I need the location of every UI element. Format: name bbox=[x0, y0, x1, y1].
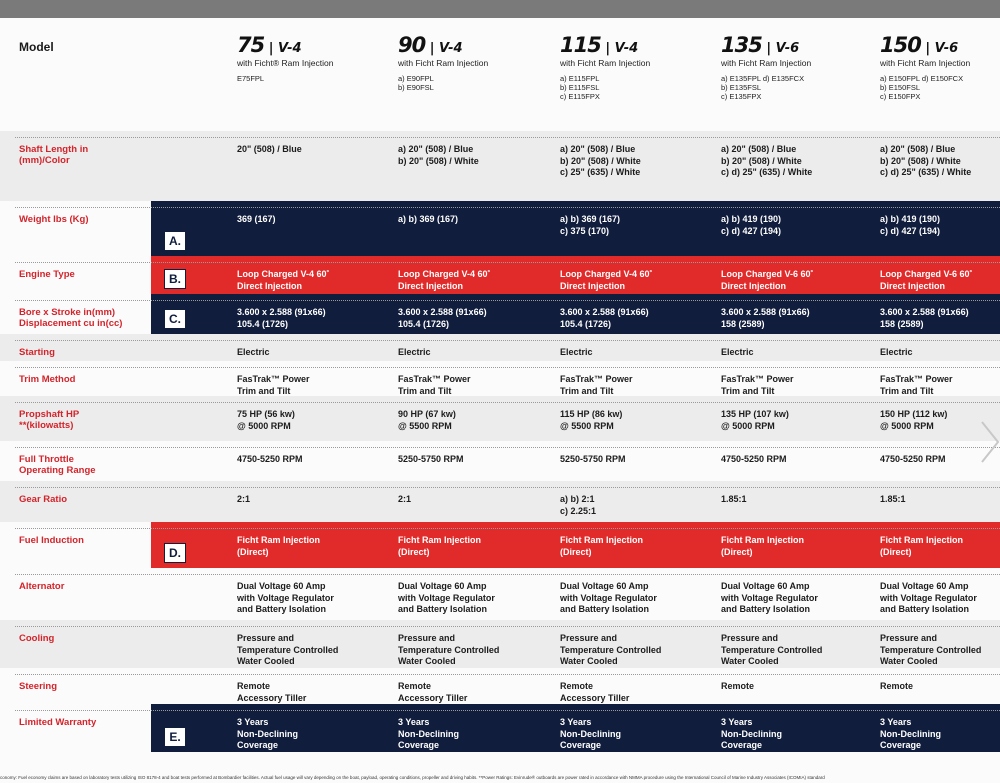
model-subtitle: with Ficht Ram Injection bbox=[398, 58, 489, 68]
spec-cell: a) 20" (508) / Blue b) 20" (508) / White c) d) 25" (635) / White bbox=[880, 144, 972, 177]
spec-cell: a) 20" (508) / Blue b) 20" (508) / White bbox=[398, 144, 479, 166]
model-codes: a) E150FPL d) E150FCX b) E150FSL c) E150FPX bbox=[880, 74, 964, 101]
spec-cell: a) 20" (508) / Blue b) 20" (508) / White c) d) 25" (635) / White bbox=[721, 144, 813, 177]
spec-cell: 4750-5250 RPM bbox=[721, 454, 787, 464]
spec-cell: Pressure and Temperature Controlled Water Cooled bbox=[560, 633, 662, 666]
spec-cell: Remote bbox=[721, 681, 755, 691]
row-label: Steering bbox=[19, 681, 58, 692]
spec-cell: Dual Voltage 60 Amp with Voltage Regulator and Battery Isolation bbox=[237, 581, 334, 614]
model-codes: a) E135FPL d) E135FCX b) E135FSL c) E135FPX bbox=[721, 74, 805, 101]
spec-cell: 5250-5750 RPM bbox=[398, 454, 464, 464]
row-divider bbox=[15, 710, 1000, 711]
row-divider bbox=[15, 340, 1000, 341]
top-bar bbox=[0, 0, 1000, 18]
divider: | bbox=[600, 41, 615, 56]
spec-cell: 3.600 x 2.588 (91x66) 105.4 (1726) bbox=[560, 307, 649, 329]
spec-cell: Remote Accessory Tiller bbox=[398, 681, 468, 703]
model-codes: a) E115FPL b) E115FSL c) E115FPX bbox=[560, 74, 600, 101]
section-badge: A. bbox=[164, 231, 186, 251]
spec-cell: FasTrak™ Power Trim and Tilt bbox=[398, 374, 471, 396]
divider: | bbox=[761, 41, 776, 56]
footer-note: conomy: Fuel economy claims are based on laboratory tests utilizing ISO 8178-4 and boat tests performed at Bombardier facilities. Actual fuel usage will vary depending on the boat, payload, operating conditions, propeller and driving habits. **Power Ratings: Evinrude® outboards are power rated in accordance with NMMA procedure using the International Council of Marine Industry Associates (ICOMIA) standard bbox=[0, 775, 825, 780]
spec-cell: 1.85:1 bbox=[880, 494, 906, 504]
spec-cell: Loop Charged V-6 60˚ Direct Injection bbox=[721, 269, 814, 291]
model-subtitle: with Ficht Ram Injection bbox=[721, 58, 812, 68]
spec-cell: Electric bbox=[560, 347, 593, 357]
row-divider bbox=[15, 528, 1000, 529]
model-header bbox=[237, 33, 397, 83]
spec-cell: Electric bbox=[398, 347, 431, 357]
spec-cell: a) 20" (508) / Blue b) 20" (508) / White c) 25" (635) / White bbox=[560, 144, 641, 177]
spec-cell: 4750-5250 RPM bbox=[880, 454, 946, 464]
row-divider bbox=[15, 626, 1000, 627]
divider: | bbox=[920, 41, 935, 56]
model-header bbox=[880, 33, 1000, 101]
spec-cell: Pressure and Temperature Controlled Water Cooled bbox=[237, 633, 339, 666]
model-subtitle: with Ficht® Ram Injection bbox=[237, 58, 334, 68]
row-label: Shaft Length in (mm)/Color bbox=[19, 144, 89, 166]
spec-cell: Electric bbox=[880, 347, 913, 357]
spec-cell: FasTrak™ Power Trim and Tilt bbox=[880, 374, 953, 396]
spec-cell: Ficht Ram Injection (Direct) bbox=[398, 535, 482, 557]
model-number bbox=[398, 33, 558, 57]
model-config bbox=[762, 41, 799, 56]
spec-cell: 3 Years Non-Declining Coverage bbox=[398, 717, 459, 750]
model-hp: 150 bbox=[880, 33, 921, 57]
spec-cell: Dual Voltage 60 Amp with Voltage Regulator and Battery Isolation bbox=[560, 581, 657, 614]
model-cfg: V-6 bbox=[775, 41, 800, 56]
spec-cell: 150 HP (112 kw) @ 5000 RPM bbox=[880, 409, 948, 431]
row-divider bbox=[15, 207, 1000, 208]
model-number bbox=[560, 33, 720, 57]
row-label: Limited Warranty bbox=[19, 717, 97, 728]
divider: | bbox=[425, 41, 440, 56]
row-label: Trim Method bbox=[19, 374, 76, 385]
row-label: Starting bbox=[19, 347, 55, 358]
model-config bbox=[601, 41, 638, 56]
chevron-right-icon[interactable] bbox=[980, 420, 1000, 464]
model-header bbox=[560, 33, 720, 101]
section-badge: E. bbox=[164, 727, 186, 747]
divider: | bbox=[264, 41, 279, 56]
spec-cell: 3 Years Non-Declining Coverage bbox=[237, 717, 298, 750]
row-label: Bore x Stroke in(mm) Displacement cu in(cc) bbox=[19, 307, 123, 329]
spec-cell: 1.85:1 bbox=[721, 494, 747, 504]
spec-cell: FasTrak™ Power Trim and Tilt bbox=[237, 374, 310, 396]
row-divider bbox=[15, 574, 1000, 575]
spec-cell: Ficht Ram Injection (Direct) bbox=[880, 535, 964, 557]
spec-cell: Electric bbox=[721, 347, 754, 357]
row-divider bbox=[15, 262, 1000, 263]
row-divider bbox=[15, 300, 1000, 301]
section-badge: B. bbox=[164, 269, 186, 289]
row-divider bbox=[15, 137, 1000, 138]
spec-cell: Pressure and Temperature Controlled Water Cooled bbox=[398, 633, 500, 666]
spec-cell: a) b) 419 (190) c) d) 427 (194) bbox=[880, 214, 941, 236]
model-number bbox=[237, 33, 397, 57]
model-number bbox=[880, 33, 1000, 57]
spec-cell: FasTrak™ Power Trim and Tilt bbox=[560, 374, 633, 396]
model-cfg: V-4 bbox=[439, 41, 463, 56]
row-divider bbox=[15, 447, 1000, 448]
spec-cell: 3.600 x 2.588 (91x66) 158 (2589) bbox=[721, 307, 810, 329]
model-hp: 135 bbox=[721, 33, 762, 57]
row-label: Weight lbs (Kg) bbox=[19, 214, 89, 225]
spec-cell: 75 HP (56 kw) @ 5000 RPM bbox=[237, 409, 295, 431]
model-subtitle: with Ficht Ram Injection bbox=[560, 58, 651, 68]
model-hp: 115 bbox=[560, 33, 601, 57]
spec-cell: 115 HP (86 kw) @ 5500 RPM bbox=[560, 409, 623, 431]
spec-cell: 3.600 x 2.588 (91x66) 105.4 (1726) bbox=[398, 307, 487, 329]
spec-cell: Loop Charged V-6 60˚ Direct Injection bbox=[880, 269, 973, 291]
spec-cell: Remote Accessory Tiller bbox=[237, 681, 307, 703]
spec-cell: Electric bbox=[237, 347, 270, 357]
model-label: Model bbox=[19, 40, 54, 54]
row-label: Full Throttle Operating Range bbox=[19, 454, 96, 476]
row-label: Fuel Induction bbox=[19, 535, 84, 546]
row-divider bbox=[15, 487, 1000, 488]
model-header bbox=[398, 33, 558, 92]
spec-cell: Remote bbox=[880, 681, 914, 691]
spec-cell: 3 Years Non-Declining Coverage bbox=[721, 717, 782, 750]
spec-cell: Dual Voltage 60 Amp with Voltage Regulator and Battery Isolation bbox=[880, 581, 977, 614]
section-badge: D. bbox=[164, 543, 186, 563]
spec-cell: Dual Voltage 60 Amp with Voltage Regulator and Battery Isolation bbox=[721, 581, 818, 614]
section-badge: C. bbox=[164, 309, 186, 329]
row-label: Cooling bbox=[19, 633, 55, 644]
model-cfg: V-4 bbox=[614, 41, 639, 56]
spec-cell: a) b) 419 (190) c) d) 427 (194) bbox=[721, 214, 782, 236]
spec-cell: Pressure and Temperature Controlled Water Cooled bbox=[721, 633, 823, 666]
spec-cell: 135 HP (107 kw) @ 5000 RPM bbox=[721, 409, 789, 431]
spec-cell: Remote Accessory Tiller bbox=[560, 681, 630, 703]
spec-cell: Ficht Ram Injection (Direct) bbox=[560, 535, 644, 557]
row-label: Gear Ratio bbox=[19, 494, 68, 505]
spec-cell: FasTrak™ Power Trim and Tilt bbox=[721, 374, 794, 396]
spec-cell: Loop Charged V-4 60˚ Direct Injection bbox=[560, 269, 653, 291]
spec-cell: Dual Voltage 60 Amp with Voltage Regulator and Battery Isolation bbox=[398, 581, 495, 614]
spec-cell: 2:1 bbox=[237, 494, 251, 504]
spec-cell: Loop Charged V-4 60˚ Direct Injection bbox=[237, 269, 330, 291]
spec-cell: 5250-5750 RPM bbox=[560, 454, 626, 464]
model-number bbox=[721, 33, 881, 57]
spec-cell: Loop Charged V-4 60˚ Direct Injection bbox=[398, 269, 491, 291]
row-label: Propshaft HP **(kilowatts) bbox=[19, 409, 80, 431]
spec-cell: 369 (167) bbox=[237, 214, 276, 224]
spec-cell: a) b) 369 (167) c) 375 (170) bbox=[560, 214, 621, 236]
model-config bbox=[264, 41, 301, 56]
spec-cell: 90 HP (67 kw) @ 5500 RPM bbox=[398, 409, 456, 431]
model-subtitle: with Ficht Ram Injection bbox=[880, 58, 971, 68]
spec-cell: 3 Years Non-Declining Coverage bbox=[560, 717, 621, 750]
model-cfg: V-4 bbox=[278, 41, 302, 56]
model-hp: 75 bbox=[237, 33, 265, 57]
model-codes: a) E90FPL b) E90FSL bbox=[398, 74, 434, 92]
row-divider bbox=[15, 402, 1000, 403]
row-divider bbox=[15, 674, 1000, 675]
spec-cell: Ficht Ram Injection (Direct) bbox=[721, 535, 805, 557]
spec-cell: a) b) 369 (167) bbox=[398, 214, 459, 224]
row-label: Alternator bbox=[19, 581, 65, 592]
row-label: Engine Type bbox=[19, 269, 75, 280]
model-hp: 90 bbox=[398, 33, 426, 57]
spec-cell: 3 Years Non-Declining Coverage bbox=[880, 717, 941, 750]
spec-cell: a) b) 2:1 c) 2.25:1 bbox=[560, 494, 597, 516]
spec-cell: 3.600 x 2.588 (91x66) 158 (2589) bbox=[880, 307, 969, 329]
spec-cell: 3.600 x 2.588 (91x66) 105.4 (1726) bbox=[237, 307, 326, 329]
model-config bbox=[425, 41, 462, 56]
spec-cell: 20" (508) / Blue bbox=[237, 144, 302, 154]
spec-cell: Pressure and Temperature Controlled Water Cooled bbox=[880, 633, 982, 666]
model-cfg: V-6 bbox=[934, 41, 959, 56]
model-codes: E75FPL bbox=[237, 74, 265, 83]
model-header bbox=[721, 33, 881, 101]
model-config bbox=[921, 41, 958, 56]
spec-cell: 4750-5250 RPM bbox=[237, 454, 303, 464]
spec-cell: Ficht Ram Injection (Direct) bbox=[237, 535, 321, 557]
row-divider bbox=[15, 367, 1000, 368]
spec-cell: 2:1 bbox=[398, 494, 412, 504]
